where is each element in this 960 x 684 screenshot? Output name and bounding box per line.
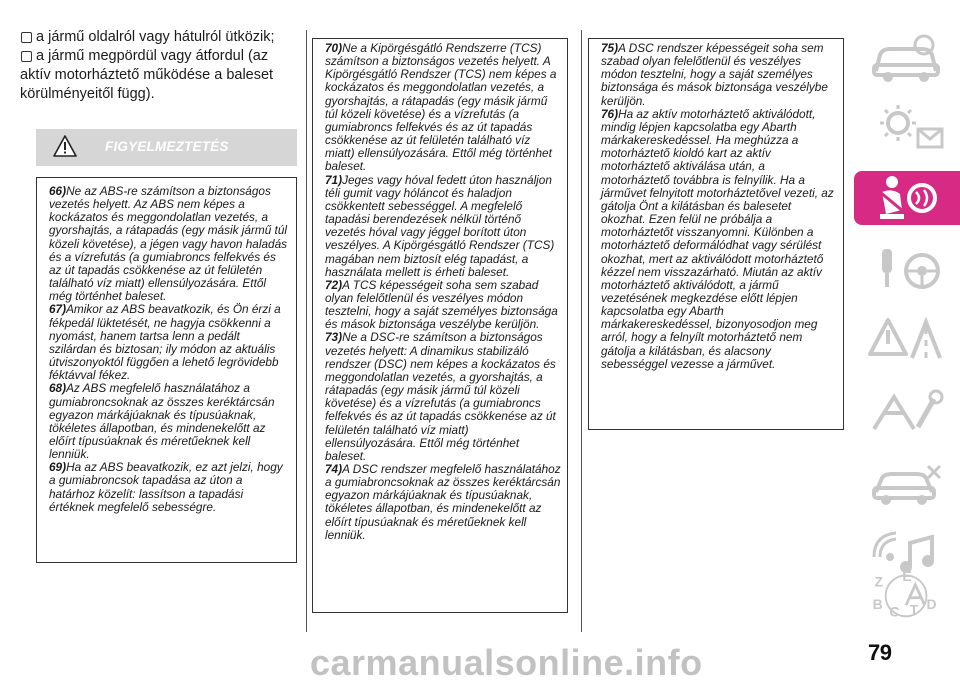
note-text: Ha az ABS beavatkozik, ez azt jelzi, hogy a gumiabroncsok tapadása az úton a határhoz közelít: lassítson a tapadási értéknek megfelelő sebességre.	[49, 460, 283, 514]
warning-note	[601, 42, 837, 108]
note-text: Ne a Kipörgésgátló Rendszerre (TCS) számítson a biztonságos vezetés helyett. A Kipörgésgátló Rendszer (TCS) nem képes a kockázatos és meggondolatlan vezetés, a gyorshajtás, a rátapadás (egy másik jármű túl közeli követése) és a vízrefutás (a gumiabroncs felfekvés és az út tapadás csökkenése az út felületén található víz miatt) ellensúlyozására. Ettől még történhet baleset.	[325, 41, 557, 174]
warning-notes-box-1	[36, 177, 297, 563]
sidebar-item-safety[interactable]	[854, 171, 960, 225]
note-number: 70)	[325, 41, 343, 55]
bullet-item	[20, 47, 302, 66]
sidebar-item-technical-data[interactable]	[854, 455, 960, 509]
column-divider	[581, 30, 582, 632]
svg-text:T: T	[909, 601, 919, 618]
note-number: 74)	[325, 462, 343, 476]
note-number: 72)	[325, 277, 343, 292]
intro-text	[20, 28, 302, 104]
warning-note	[325, 331, 561, 463]
note-number: 67)	[49, 302, 67, 317]
svg-text:B: B	[872, 595, 883, 612]
intro-line: aktív motorháztető működése a baleset	[20, 67, 274, 83]
svg-text:D: D	[926, 595, 937, 612]
warning-note	[49, 461, 290, 514]
warning-header	[36, 129, 297, 166]
warning-note	[325, 42, 561, 174]
warning-note	[49, 185, 290, 303]
svg-text:C: C	[889, 603, 900, 620]
note-text: Ha az aktív motorháztető aktiválódott, mindig lépjen kapcsolatba egy Abarth márkakereskedéssel. Ha meghúzza a motorháztető kioldó kart az aktív motorháztető aktiválása után, a motorháztető továbbra is felnyílik. Ha a járművet felnyitott motorháztetővel vezeti, az gátolja Önt a kilátásban és balesetet okozhat. Ezen felül ne próbálja a motorháztetőt visszanyomni. Különben a motorháztető deformálódhat vagy sérülést okozhat, mert az aktiválódott motorháztető kézzel nem visszazárható. Miután az aktív motorháztető aktiválódott, a jármű vezetésének megkezdése előtt lépjen kapcsolatba egy Abarth márkakereskedéssel, bizonyosodjon meg arról, hogy a felnyílt motorháztető nem gátolja a kilátásban, és alacsony sebességgel vezesse a járművet.	[601, 106, 834, 371]
chapter-sidebar	[852, 30, 960, 630]
note-text: Jeges vagy hóval fedett úton használjon téli gumit vagy hóláncot és haladjon csökkentett sebességgel. A megfelelő tapadási berendezések nélkül történő vezetés hóval vagy jéggel borított úton veszélyes. A Kipörgésgátló Rendszer (TCS) magában nem biztosít elég tapadást, a használata mellett is érheti baleset.	[325, 172, 555, 279]
alphabetical-index-icon	[866, 568, 948, 620]
bullet-item	[20, 28, 302, 47]
note-number: 73)	[325, 330, 343, 345]
lights-and-message-icon	[866, 101, 948, 153]
note-text: Amikor az ABS beavatkozik, és Ön érzi a fékpedál lüktetését, ne hagyja csökkenni a nyomást, hanem tartsa lenn a pedált szilárdan és biztosan; ily módon az aktuális útviszonyoktól függően a lehető legrövidebb féktávval fékez.	[49, 302, 281, 383]
note-text: A TCS képességeit soha sem szabad olyan felelőtlenül és veszélyes módon tesztelni, hogy a saját személyes biztonsága és mások biztonsága veszélybe kerüljön.	[325, 277, 558, 332]
note-number: 69)	[49, 460, 67, 475]
warning-notes-box-2	[312, 38, 568, 613]
svg-text:Z: Z	[874, 573, 883, 590]
note-number: 75)	[601, 41, 619, 55]
column-divider	[306, 30, 307, 632]
warning-note	[325, 174, 561, 279]
note-text: A DSC rendszer képességeit soha sem szabad olyan felelőtlenül és veszélyes módon tesztelni, hogy a saját személyes biztonsága és mások biztonsága veszélybe kerüljön.	[601, 41, 828, 108]
warning-note	[325, 279, 561, 332]
seatbelt-airbag-icon	[866, 172, 948, 224]
bullet-text: a jármű oldalról vagy hátulról ütközik;	[36, 29, 275, 45]
note-number: 66)	[49, 184, 67, 198]
warning-notes-box-3	[588, 38, 844, 430]
note-text: Ne az ABS-re számítson a biztonságos vezetés helyett. Az ABS nem képes a kockázatos és meggondolatlan vezetés, a gyorshajtás, a rátapadás (egy másik jármű túl közeli követése), a jégen vagy havon haladás és a vízrefutás (a gumiabroncs felfekvés és az út tapadás csökkenése az út felületén található víz miatt) ellensúlyozására. Ettől még történhet baleset.	[49, 184, 288, 304]
note-text: Az ABS megfelelő használatához a gumiabroncsoknak az összes keréktárcsán egyazon márkájúaknak és típusúaknak, tökéletes állapotban, és mindenekelőtt az előírt típusúaknak és méretűeknek kell lenniük.	[49, 381, 275, 462]
sidebar-item-maintenance[interactable]	[854, 384, 960, 438]
car-dashboard-icon	[866, 31, 948, 83]
note-number: 71)	[325, 172, 343, 187]
note-number: 68)	[49, 381, 67, 396]
sidebar-item-starting[interactable]	[854, 242, 960, 296]
warning-note	[49, 382, 290, 461]
checkbox-bullet-icon	[21, 32, 32, 43]
warning-road-icon	[866, 314, 948, 366]
sidebar-item-dashboard[interactable]	[854, 30, 960, 84]
svg-text:E: E	[902, 568, 912, 584]
jack-and-wrench-icon	[866, 385, 948, 437]
note-text: Ne a DSC-re számítson a biztonságos vezetés helyett: A dinamikus stabilizáló rendszer (DSC) nem képes a kockázatos és meggondolatlan vezetés, a gyorshajtás, a rátapadás (egy másik jármű túl közeli követése) és a vízrefutás (a gumiabroncs felfekvés és az út tapadás csökkenése az út felületén található víz miatt) ellensúlyozására. Ettől még történhet baleset.	[325, 330, 556, 463]
note-number: 76)	[601, 106, 619, 121]
intro-line: körülményeitől függ).	[20, 86, 155, 102]
watermark-text: carmanualsonline.info	[310, 642, 703, 683]
key-and-steering-wheel-icon	[866, 243, 948, 295]
note-text: A DSC rendszer megfelelő használatához a gumiabroncsoknak az összes keréktárcsán egyazon márkájúaknak és típusúaknak, tökéletes állapotban, és mindenekelőtt az előírt típusúaknak és méretűeknek kell lenniük.	[325, 462, 561, 542]
warning-title: FIGYELMEZTETÉS	[105, 139, 229, 154]
bullet-text: a jármű megpördül vagy átfordul (az	[36, 48, 269, 64]
page-number: 79	[868, 640, 892, 665]
warning-note	[601, 108, 837, 371]
sidebar-item-index[interactable]	[854, 563, 960, 625]
checkbox-bullet-icon	[21, 51, 32, 62]
sidebar-item-lights[interactable]	[854, 100, 960, 154]
warning-note	[325, 463, 561, 542]
car-and-tools-icon	[866, 456, 948, 508]
warning-triangle-icon	[53, 135, 77, 157]
sidebar-item-emergency[interactable]	[854, 313, 960, 367]
warning-note	[49, 303, 290, 382]
